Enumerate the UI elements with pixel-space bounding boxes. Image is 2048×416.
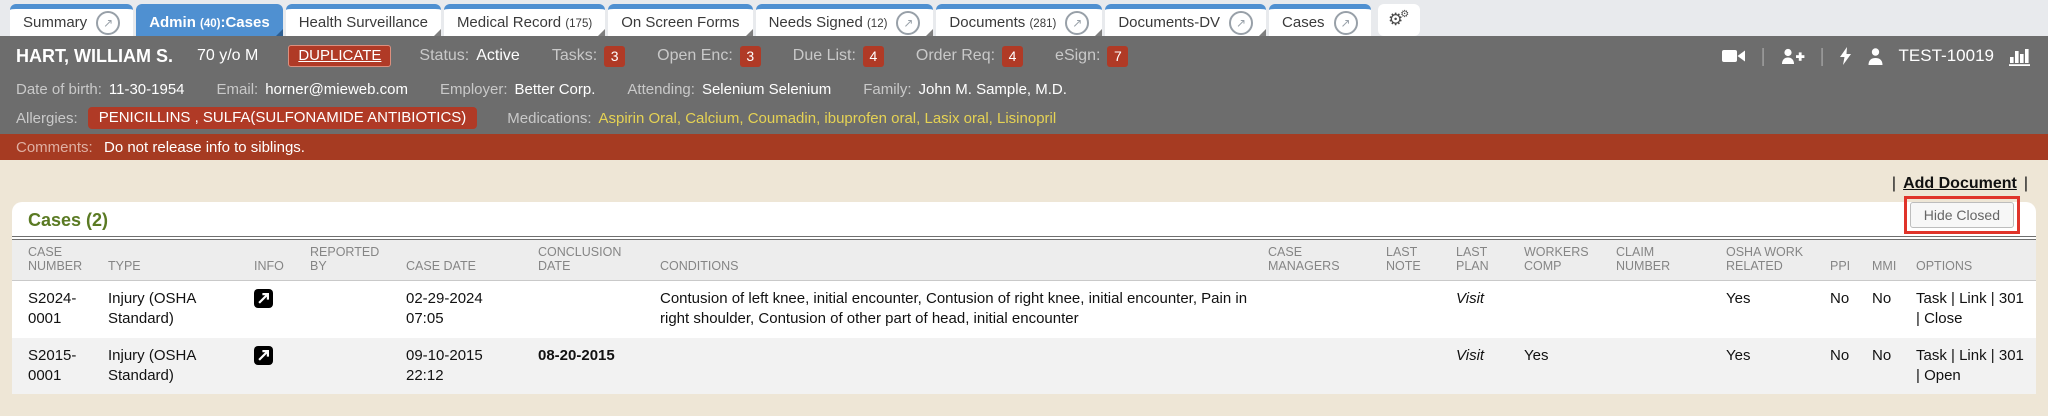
tab-label: Cases bbox=[1282, 14, 1325, 31]
quick-actions-bolt-icon[interactable] bbox=[1840, 47, 1852, 65]
tasks-badge[interactable]: 3 bbox=[604, 46, 625, 67]
due-list-counter bbox=[793, 46, 884, 67]
duplicate-flag[interactable]: DUPLICATE bbox=[288, 45, 391, 67]
allergies-label: Allergies: bbox=[16, 109, 78, 127]
cell-case-managers bbox=[1260, 281, 1378, 338]
cell-conclusion-date bbox=[530, 281, 652, 338]
cell-last-plan[interactable]: Visit bbox=[1448, 338, 1516, 395]
col-header-options: OPTIONS bbox=[1908, 240, 2036, 281]
col-header-last-note: LAST NOTE bbox=[1378, 240, 1448, 281]
patient-header bbox=[0, 36, 2048, 134]
tab-submenu-fold-icon bbox=[746, 29, 753, 36]
patient-age-sex: 70 y/o M bbox=[196, 47, 259, 64]
tab-medical-record[interactable] bbox=[444, 4, 605, 36]
cell-workers-comp bbox=[1516, 281, 1608, 338]
tab-label: Health Surveillance bbox=[298, 14, 428, 31]
cell-type: Injury (OSHA Standard) bbox=[108, 290, 196, 328]
cell-options bbox=[1908, 281, 2036, 338]
table-row bbox=[12, 281, 2036, 338]
patient-header-toolbar bbox=[1722, 46, 2032, 66]
due-list-badge[interactable]: 4 bbox=[863, 46, 884, 67]
open-enc-badge[interactable]: 3 bbox=[740, 46, 761, 67]
cases-title: Cases (2) bbox=[28, 210, 109, 230]
cell-conditions: Contusion of left knee, initial encounter, Contusion of right knee, initial encounter, Pain in right shoulder, Contusion of other part of head, initial encounter bbox=[660, 290, 1248, 328]
cell-osha-work-related: Yes bbox=[1718, 338, 1822, 395]
open-new-window-icon[interactable]: ↗ bbox=[896, 11, 920, 35]
comments-bar bbox=[0, 134, 2048, 160]
employer-value: Better Corp. bbox=[514, 80, 596, 98]
email-label: Email: bbox=[216, 80, 259, 98]
tab-documents-dv[interactable] bbox=[1105, 4, 1266, 36]
tab-health-surveillance[interactable] bbox=[286, 4, 441, 36]
link-link[interactable]: Link bbox=[1959, 290, 1987, 307]
tab-label: Admin (40):Cases bbox=[149, 14, 270, 31]
col-header-reported-by: REPORTED BY bbox=[302, 240, 398, 281]
cell-mmi: No bbox=[1864, 338, 1908, 395]
open-case-link[interactable]: Open bbox=[1924, 366, 1961, 384]
click-highlight-annotation bbox=[1904, 196, 2020, 234]
pipe: | bbox=[1951, 346, 1955, 364]
patient-demographics-row bbox=[0, 76, 2048, 102]
pipe: | bbox=[1951, 290, 1955, 307]
tab-label: On Screen Forms bbox=[621, 14, 740, 31]
link-link[interactable]: Link bbox=[1959, 346, 1987, 364]
case-info-icon[interactable] bbox=[254, 289, 273, 308]
cell-case-number: S2015-0001 bbox=[12, 338, 100, 395]
tab-label: Needs Signed (12) bbox=[768, 14, 888, 31]
divider: | bbox=[1819, 45, 1825, 67]
cell-last-plan[interactable]: Visit bbox=[1456, 290, 1485, 307]
table-header-row bbox=[12, 240, 2036, 281]
case-info-icon[interactable] bbox=[254, 346, 273, 365]
cell-type: Injury (OSHA Standard) bbox=[100, 338, 246, 395]
task-link[interactable]: Task bbox=[1916, 290, 1947, 307]
osha-301-link[interactable]: 301 bbox=[1998, 290, 2024, 307]
cases-panel bbox=[12, 202, 2036, 394]
col-header-claim-number: CLAIM NUMBER bbox=[1608, 240, 1718, 281]
patient-summary-row bbox=[0, 36, 2048, 76]
pipe: | bbox=[1916, 310, 1920, 328]
cell-claim-number bbox=[1608, 338, 1718, 395]
tab-label: Medical Record (175) bbox=[456, 14, 593, 31]
open-new-window-icon[interactable]: ↗ bbox=[1229, 11, 1253, 35]
patient-person-icon[interactable] bbox=[1867, 48, 1884, 65]
tab-label: Documents-DV bbox=[1118, 14, 1221, 31]
cell-ppi: No bbox=[1830, 290, 1850, 307]
flowsheet-chart-icon[interactable] bbox=[2009, 47, 2032, 66]
attending-value: Selenium Selenium bbox=[701, 80, 832, 98]
medications-list[interactable]: Aspirin Oral, Calcium, Coumadin, ibuprofen oral, Lasix oral, Lisinopril bbox=[598, 109, 1057, 127]
tab-cases[interactable] bbox=[1269, 4, 1371, 36]
family-field bbox=[863, 81, 1067, 98]
tab-label: Summary bbox=[23, 14, 88, 31]
email-value: horner@mieweb.com bbox=[265, 80, 408, 98]
order-req-badge[interactable]: 4 bbox=[1002, 46, 1023, 67]
tab-submenu-fold-icon bbox=[276, 29, 283, 36]
settings-gear-icon: ⚙ bbox=[1387, 10, 1404, 30]
attending-label: Attending: bbox=[627, 80, 695, 98]
col-header-case-managers: CASE MANAGERS bbox=[1260, 240, 1378, 281]
col-header-case-date: CASE DATE bbox=[398, 240, 530, 281]
pipe: | bbox=[1891, 175, 1897, 192]
pipe: | bbox=[1990, 290, 1995, 307]
col-header-osha-work-related: OSHA WORK RELATED bbox=[1718, 240, 1822, 281]
esign-label: eSign: bbox=[1055, 47, 1101, 64]
medications-label: Medications: bbox=[507, 109, 592, 127]
cell-info bbox=[246, 338, 302, 395]
tab-settings-button[interactable] bbox=[1378, 4, 1420, 36]
tab-needs-signed[interactable] bbox=[756, 4, 934, 36]
comments-text: Do not release info to siblings. bbox=[104, 138, 305, 156]
allergies-medications-row bbox=[0, 102, 2048, 134]
pipe: | bbox=[1990, 346, 1995, 364]
esign-counter bbox=[1055, 46, 1128, 67]
cell-conclusion-date: 08-20-2015 bbox=[530, 338, 652, 395]
cell-claim-number bbox=[1608, 281, 1718, 338]
tab-label: Documents (281) bbox=[949, 14, 1057, 31]
col-header-info: INFO bbox=[246, 240, 302, 281]
dob-field bbox=[16, 81, 185, 98]
settings-gear-small-icon: ⚙ bbox=[1400, 8, 1410, 20]
col-header-conditions: CONDITIONS bbox=[652, 240, 1260, 281]
cell-options bbox=[1908, 338, 2036, 395]
cell-osha-work-related: Yes bbox=[1726, 290, 1751, 307]
tab-submenu-fold-icon bbox=[926, 29, 933, 36]
allergy-alert-box[interactable]: PENICILLINS , SULFA(SULFONAMIDE ANTIBIOTICS) bbox=[88, 107, 478, 129]
family-label: Family: bbox=[863, 80, 912, 98]
document-actions-row bbox=[0, 160, 2048, 196]
family-value: John M. Sample, M.D. bbox=[918, 80, 1067, 98]
col-header-type: TYPE bbox=[100, 240, 246, 281]
status-label: Status: bbox=[419, 47, 470, 64]
open-enc-counter bbox=[657, 46, 761, 67]
order-req-label: Order Req: bbox=[915, 47, 996, 64]
pipe: | bbox=[1916, 366, 1920, 384]
tab-submenu-fold-icon bbox=[1095, 29, 1102, 36]
employer-field bbox=[440, 81, 595, 98]
tab-submenu-fold-icon bbox=[598, 29, 605, 36]
cell-case-managers bbox=[1260, 338, 1378, 395]
open-enc-label: Open Enc: bbox=[657, 47, 733, 64]
status-field bbox=[419, 47, 519, 65]
open-new-window-icon[interactable]: ↗ bbox=[1334, 11, 1358, 35]
due-list-label: Due List: bbox=[792, 47, 856, 64]
osha-301-link[interactable]: 301 bbox=[1998, 346, 2024, 364]
dob-label: Date of birth: bbox=[16, 80, 102, 98]
tab-submenu-fold-icon bbox=[1259, 29, 1266, 36]
open-new-window-icon[interactable]: ↗ bbox=[96, 11, 120, 35]
cell-info bbox=[246, 281, 302, 338]
cell-case-date: 02-29-2024 07:05 bbox=[406, 290, 483, 328]
tasks-counter bbox=[552, 46, 625, 67]
col-header-mmi: MMI bbox=[1864, 240, 1908, 281]
email-field bbox=[217, 81, 408, 98]
esign-badge[interactable]: 7 bbox=[1107, 46, 1128, 67]
col-header-last-plan: LAST PLAN bbox=[1448, 240, 1516, 281]
cell-reported-by bbox=[302, 338, 398, 395]
col-header-case-number: CASE NUMBER bbox=[12, 240, 100, 281]
add-document-link[interactable]: Add Document bbox=[1903, 175, 2017, 192]
open-new-window-icon[interactable]: ↗ bbox=[1065, 11, 1089, 35]
cell-last-note bbox=[1378, 281, 1448, 338]
attending-field bbox=[627, 81, 831, 98]
cell-case-number: S2024-0001 bbox=[28, 290, 77, 328]
task-link[interactable]: Task bbox=[1916, 346, 1947, 364]
patient-id: TEST-10019 bbox=[1898, 46, 1994, 65]
table-row bbox=[12, 338, 2036, 395]
divider: | bbox=[1760, 45, 1766, 67]
cell-mmi: No bbox=[1872, 290, 1892, 307]
dob-value: 11-30-1954 bbox=[108, 80, 185, 98]
video-call-icon[interactable] bbox=[1722, 48, 1746, 64]
cases-panel-header bbox=[12, 202, 2036, 236]
cell-workers-comp: Yes bbox=[1516, 338, 1608, 395]
pipe: | bbox=[2023, 175, 2028, 192]
tab-on-screen-forms[interactable] bbox=[608, 4, 752, 36]
col-header-ppi: PPI bbox=[1822, 240, 1864, 281]
hide-closed-button[interactable]: Hide Closed bbox=[1910, 202, 2014, 228]
chart-tab-bar bbox=[0, 0, 2048, 36]
cell-last-note bbox=[1378, 338, 1448, 395]
status-value: Active bbox=[476, 47, 520, 64]
cases-table bbox=[12, 240, 2036, 394]
tab-summary[interactable] bbox=[10, 4, 133, 36]
add-person-icon[interactable] bbox=[1781, 48, 1805, 65]
cell-conditions bbox=[652, 338, 1260, 395]
close-case-link[interactable]: Close bbox=[1924, 310, 1963, 328]
col-header-conclusion-date: CONCLUSION DATE bbox=[530, 240, 652, 281]
comments-label: Comments: bbox=[16, 138, 93, 156]
order-req-counter bbox=[916, 46, 1023, 67]
tab-admin-cases[interactable] bbox=[136, 4, 283, 36]
patient-name: HART, WILLIAM S. bbox=[16, 45, 173, 66]
employer-label: Employer: bbox=[439, 80, 508, 98]
tab-documents[interactable] bbox=[936, 4, 1102, 36]
tasks-label: Tasks: bbox=[551, 47, 598, 64]
tab-submenu-fold-icon bbox=[434, 29, 441, 36]
cell-case-date: 09-10-2015 22:12 bbox=[398, 338, 530, 395]
cell-reported-by bbox=[302, 281, 398, 338]
col-header-workers-comp: WORKERS COMP bbox=[1516, 240, 1608, 281]
cell-ppi: No bbox=[1822, 338, 1864, 395]
